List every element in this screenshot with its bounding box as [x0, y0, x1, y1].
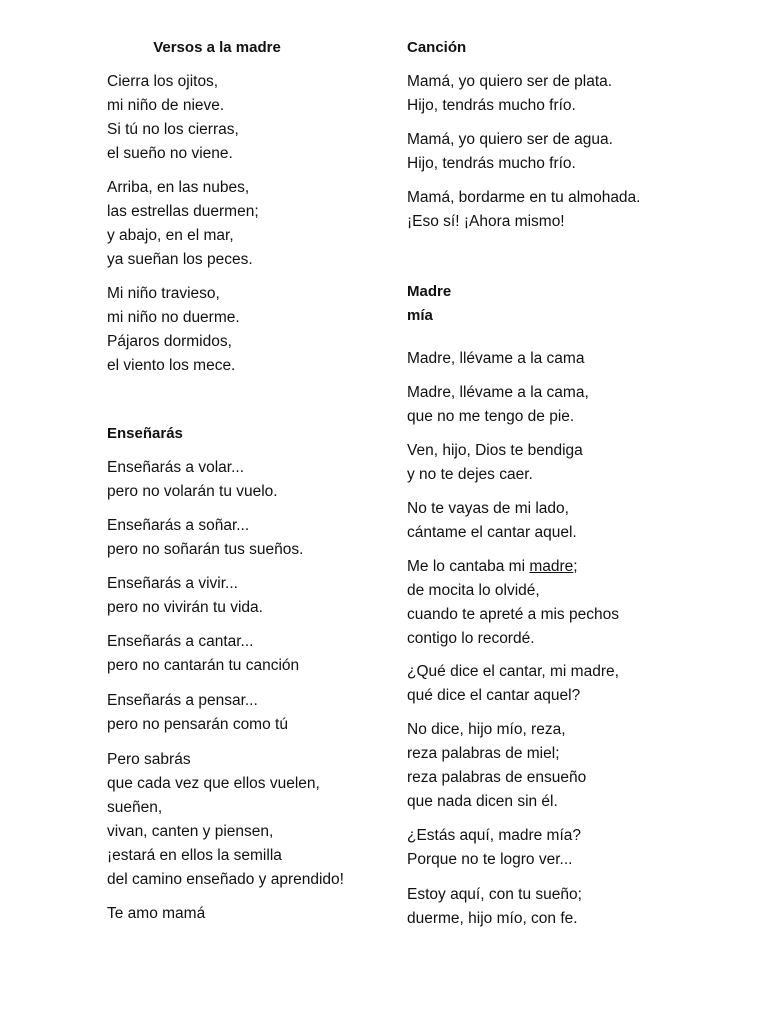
stanza: [107, 282, 240, 378]
verse-line: que nada dicen sin él.: [407, 793, 558, 810]
verse-line: Mi niño travieso,: [107, 285, 220, 302]
stanza: [107, 70, 239, 166]
verse-line: de mocita lo olvidé,: [407, 582, 540, 599]
stanza: [407, 186, 640, 234]
verse-line: Hijo, tendrás mucho frío.: [407, 155, 576, 172]
verse-line: pero no vivirán tu vida.: [107, 599, 263, 616]
verse-line: Estoy aquí, con tu sueño;: [407, 886, 582, 903]
verse-line: Si tú no los cierras,: [107, 121, 239, 138]
stanza: [407, 660, 619, 708]
verse-line: reza palabras de miel;: [407, 745, 560, 762]
verse-line: Ven, hijo, Dios te bendiga: [407, 442, 583, 459]
poem-title: Enseñarás: [107, 425, 183, 442]
verse-line: No te vayas de mi lado,: [407, 500, 569, 517]
verse-line: duerme, hijo mío, con fe.: [407, 910, 578, 927]
poem-title: Versos a la madre: [153, 39, 281, 56]
poem-subtitle: [407, 347, 584, 371]
verse-line: cántame el cantar aquel.: [407, 524, 577, 541]
verse-line: Enseñarás a vivir...: [107, 575, 238, 592]
stanza: [407, 381, 589, 429]
stanza: [107, 689, 288, 737]
stanza: [107, 748, 344, 892]
verse-line: [407, 555, 619, 579]
verse-line: pero no cantarán tu canción: [107, 657, 300, 674]
stanza: [107, 572, 263, 620]
verse-line: No dice, hijo mío, reza,: [407, 721, 566, 738]
verse-line-text: Me lo cantaba mi: [407, 558, 526, 575]
verse-line: Pero sabrás: [107, 751, 191, 768]
verse-line: el viento los mece.: [107, 357, 236, 374]
verse-line: reza palabras de ensueño: [407, 769, 587, 786]
verse-line: y no te dejes caer.: [407, 466, 533, 483]
verse-line: Arriba, en las nubes,: [107, 179, 250, 196]
verse-line: pero no soñarán tus sueños.: [107, 541, 304, 558]
verse-line: Porque no te logro ver...: [407, 851, 573, 868]
verse-line: las estrellas duermen;: [107, 203, 259, 220]
stanza: [107, 514, 303, 562]
poem-title: Madre mía: [407, 283, 452, 324]
verse-line: Cierra los ojitos,: [107, 73, 219, 90]
poem-title: Canción: [407, 39, 467, 56]
stanza: [407, 439, 583, 487]
verse-line: ¿Qué dice el cantar, mi madre,: [407, 663, 619, 680]
verse-line: Te amo mamá: [107, 905, 206, 922]
verse-line: Mamá, yo quiero ser de agua.: [407, 131, 613, 148]
stanza: [107, 630, 299, 678]
subtitle-line: Madre, llévame a la cama: [407, 350, 585, 367]
stanza: [407, 824, 581, 872]
stanza: [407, 70, 612, 118]
verse-line: Pájaros dormidos,: [107, 333, 232, 350]
verse-line: vivan, canten y piensen,: [107, 823, 274, 840]
verse-line: Enseñarás a cantar...: [107, 633, 254, 650]
stanza: [407, 128, 613, 176]
verse-line: mi niño de nieve.: [107, 97, 225, 114]
verse-line: Enseñarás a pensar...: [107, 692, 258, 709]
verse-line: pero no volarán tu vuelo.: [107, 483, 278, 500]
verse-line: que cada vez que ellos vuelen,: [107, 775, 320, 792]
verse-line: qué dice el cantar aquel?: [407, 687, 581, 704]
verse-line: ya sueñan los peces.: [107, 251, 253, 268]
stanza: [107, 902, 205, 926]
underlined-word: madre: [529, 558, 574, 575]
verse-line: pero no pensarán como tú: [107, 716, 288, 733]
verse-line: y abajo, en el mar,: [107, 227, 234, 244]
verse-line: sueñen,: [107, 799, 163, 816]
verse-line: Enseñarás a soñar...: [107, 517, 250, 534]
verse-line: Mamá, bordarme en tu almohada.: [407, 189, 641, 206]
stanza: [107, 176, 259, 272]
verse-line: contigo lo recordé.: [407, 630, 535, 647]
verse-line: que no me tengo de pie.: [407, 408, 575, 425]
verse-line: mi niño no duerme.: [107, 309, 240, 326]
verse-line: Madre, llévame a la cama,: [407, 384, 589, 401]
verse-line: cuando te apreté a mis pechos: [407, 606, 619, 623]
stanza: [407, 883, 582, 931]
verse-line: Enseñarás a volar...: [107, 459, 244, 476]
verse-line: Hijo, tendrás mucho frío.: [407, 97, 576, 114]
verse-line: ¡estará en ellos la semilla: [107, 847, 282, 864]
verse-line: Mamá, yo quiero ser de plata.: [407, 73, 613, 90]
stanza: [407, 718, 586, 814]
stanza: [407, 555, 619, 651]
verse-line: ¿Estás aquí, madre mía?: [407, 827, 582, 844]
verse-line-punctuation: ;: [573, 558, 578, 575]
verse-line: del camino enseñado y aprendido!: [107, 871, 344, 888]
stanza: [107, 456, 278, 504]
stanza: [407, 497, 577, 545]
verse-line: ¡Eso sí! ¡Ahora mismo!: [407, 213, 565, 230]
verse-line: el sueño no viene.: [107, 145, 233, 162]
